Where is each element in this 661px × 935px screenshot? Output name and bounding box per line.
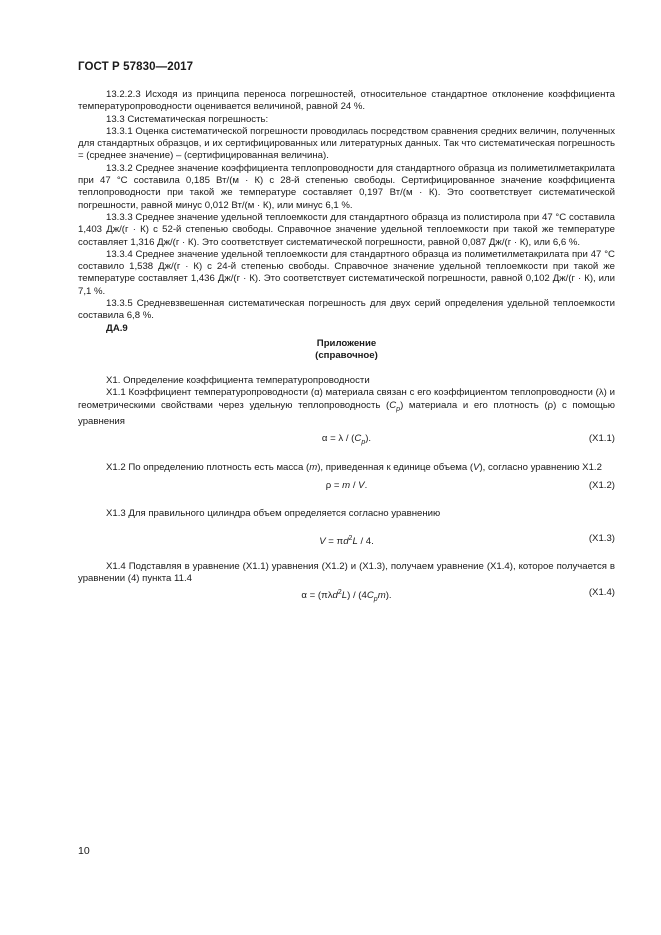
paragraph-x1-4: Х1.4 Подставляя в уравнение (Х1.1) уравнения (Х1.2) и (Х1.3), получаем уравнение (Х1.4), которое получается в уравнении (4) пункта 11.4 <box>78 560 615 584</box>
document-body <box>78 89 615 604</box>
equation-x1-1-formula: $\alpha = \lambda / (C_p)$. <box>321 433 372 446</box>
equation-x1-3-number: (Х1.3) <box>588 532 615 544</box>
paragraph-13-3-1: 13.3.1 Оценка систематической погрешности проводилась посредством сравнения средних величин, полученных для стандартных образцов, и их сертифицированных или литературных данных. Так что систематическая погрешность = (среднее значение) – (сертифицированная величина). <box>78 125 615 162</box>
equation-x1-4 <box>78 587 615 604</box>
paragraph-13-3-2: 13.3.2 Среднее значение коэффициента теплопроводности для стандартного образца из полиметилметакрилата при 47 °С составила 0,185 Вт/(м · К) с 28-й степенью свободы. Сертифицированное значение коэффициента теплопроводности при такой же температуре составляет 0,197 Вт/(м · К). Это соответствует систематической погрешности, равной минус 0,012 Вт/(м · К), или минус 6,1 %. <box>78 162 615 211</box>
paragraph-13-2-2-3: 13.2.2.3 Исходя из принципа переноса погрешностей, относительное стандартное отклонение коэффициента температуропроводности оценивается величиной, равной 24 %. <box>78 89 615 113</box>
appendix-title: Приложение <box>316 337 377 349</box>
x1-title: Х1. Определение коэффициента температуропроводности <box>106 374 370 386</box>
page-number: 10 <box>78 845 90 857</box>
x1-1-text-b: ) материала и его плотность (ρ) с помощью уравнения <box>78 399 615 427</box>
paragraph-x1-2: Х1.2 По определению плотность есть масса (m), приведенная к единице объема (V), согласно уравнению Х1.2 <box>106 462 602 474</box>
x1-1-text-a: Х1.1 Коэффициент температуропроводности (α) материала связан с его коэффициентом теплопроводности (λ) и геометрическими свойствами через удельную теплопроводность ( <box>78 387 615 411</box>
paragraph-13-3-5: 13.3.5 Средневзвешенная систематическая погрешность для двух серий определения удельной теплоемкости составила 6,8 %. <box>78 298 615 322</box>
equation-x1-3-formula: $V = \pi d^2L / 4$. <box>319 534 374 547</box>
equation-x1-2-formula: ρ = m / V. <box>325 480 368 492</box>
equation-x1-4-formula: $\alpha = (\pi\lambda d^2L) / (4C_pm)$. <box>301 589 392 604</box>
equation-x1-1-number: (Х1.1) <box>588 433 615 445</box>
x1-1-var-c: C <box>389 399 397 411</box>
paragraph-x1-3: Х1.3 Для правильного цилиндра объем определяется согласно уравнению <box>106 508 441 520</box>
document-header: ГОСТ Р 57830—2017 <box>78 61 194 73</box>
section-label: ДА.9 <box>106 322 128 334</box>
appendix-subtitle: (справочное) <box>315 350 378 362</box>
paragraph-13-3-3: 13.3.3 Среднее значение удельной теплоемкости для стандартного образца из полистирола при 47 °С составила 1,403 Дж/(г · К) с 52-й степенью свободы. Справочное значение удельной теплоемкости при такой же температуре составляет 1,316 Дж/(г · К). Это соответствует систематической погрешности, равной 0,087 Дж/(г · К), или 6,6 %. <box>78 211 615 248</box>
paragraph-x1-1 <box>78 387 615 428</box>
appendix-heading <box>78 338 615 363</box>
equation-x1-3 <box>78 533 615 547</box>
equation-x1-4-number: (Х1.4) <box>588 587 615 599</box>
paragraph-13-3-4: 13.3.4 Среднее значение удельной теплоемкости для стандартного образца из полиметилметакрилата при 47 °С составило 1,538 Дж/(г · К) с 24-й степенью свободы. Справочное значение удельной теплоемкости при такой же температуре составляет 1,436 Дж/(г · К). Это соответствует систематической погрешности, равной 0,102 Дж/(г · К), или 7,1 %. <box>78 248 615 297</box>
equation-x1-1 <box>78 433 615 447</box>
paragraph-13-3: 13.3 Систематическая погрешность: <box>106 113 269 125</box>
x1-1-sub-p: p <box>396 405 401 413</box>
equation-x1-2 <box>78 480 615 494</box>
equation-x1-2-number: (Х1.2) <box>588 480 615 492</box>
